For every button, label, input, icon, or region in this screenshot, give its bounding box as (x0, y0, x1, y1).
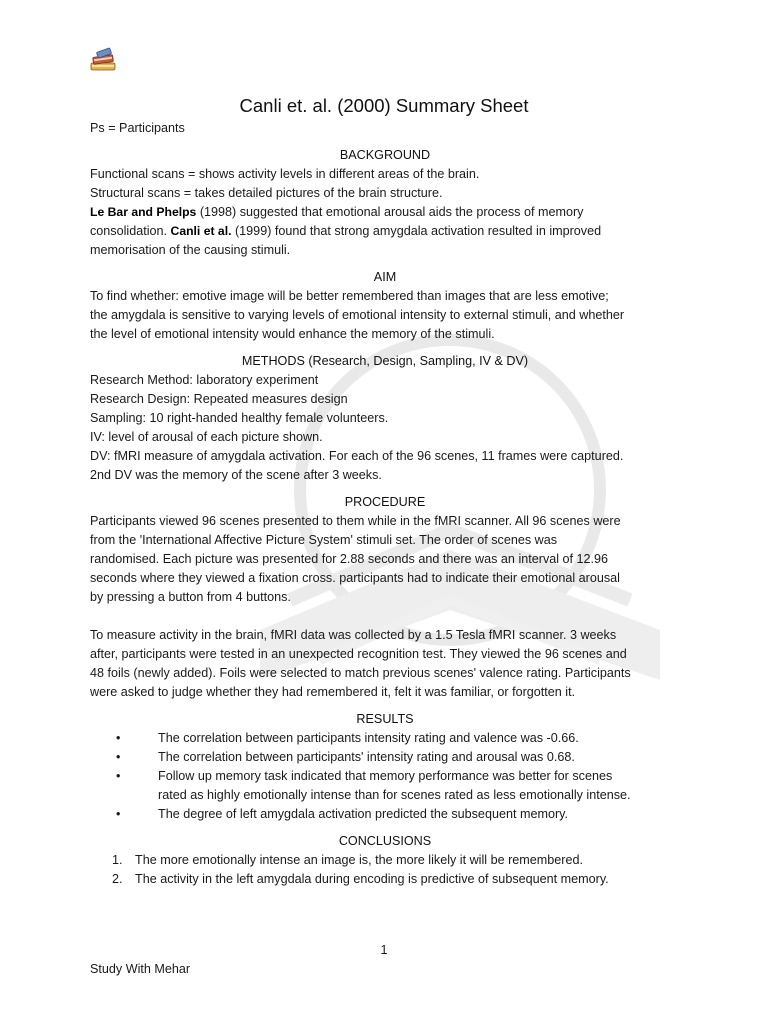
results-item: • The correlation between participants intensity rating and valence was -0.66. (90, 729, 680, 748)
background-line: Le Bar and Phelps (1998) suggested that emotional arousal aids the process of memory (90, 205, 584, 219)
procedure-line: randomised. Each picture was presented for 2.88 seconds and there was an interval of 12.96 (90, 552, 609, 566)
procedure-line: 48 foils (newly added). Foils were selected to match previous scenes' valence rating. Participants (90, 666, 631, 680)
results-list (90, 729, 680, 824)
procedure-line: by pressing a button from 4 buttons. (90, 590, 291, 604)
author-name: Le Bar and Phelps (90, 205, 197, 219)
results-item: • The degree of left amygdala activation predicted the subsequent memory. (90, 805, 680, 824)
author-name: Canli et al. (170, 224, 232, 238)
methods-line: DV: fMRI measure of amygdala activation. For each of the 96 scenes, 11 frames were captured. (90, 449, 624, 463)
conclusions-list (90, 851, 680, 889)
background-line: memorisation of the causing stimuli. (90, 243, 291, 257)
results-heading: RESULTS (356, 712, 414, 726)
background-line: Structural scans = takes detailed pictures of the brain structure. (90, 186, 443, 200)
procedure-line: To measure activity in the brain, fMRI data was collected by a 1.5 Tesla fMRI scanner. 3 weeks (90, 628, 617, 642)
methods-line: Research Method: laboratory experiment (90, 373, 319, 387)
procedure-line: seconds where they viewed a fixation cross. participants had to indicate their emotional arousal (90, 571, 620, 585)
background-line: consolidation. Canli et al. (1999) found that strong amygdala activation resulted in improved (90, 224, 602, 238)
procedure-heading: PROCEDURE (344, 495, 426, 509)
page-number: 1 (380, 943, 388, 957)
procedure-line: after, participants were tested in an unexpected recognition test. They viewed the 96 scenes and (90, 647, 627, 661)
methods-heading: METHODS (Research, Design, Sampling, IV & DV) (241, 354, 529, 368)
aim-line: To find whether: emotive image will be better remembered than images that are less emotive; (90, 289, 609, 303)
conclusions-heading: CONCLUSIONS (338, 834, 432, 848)
aim-line: the level of emotional intensity would enhance the memory of the stimuli. (90, 327, 495, 341)
page-title: Canli et. al. (2000) Summary Sheet (239, 95, 529, 116)
methods-line: Sampling: 10 right-handed healthy female volunteers. (90, 411, 389, 425)
footer-text: Study With Mehar (90, 962, 191, 976)
results-item: • Follow up memory task indicated that memory performance was better for scenes (90, 767, 680, 786)
paragraph-gap (90, 607, 680, 626)
aim-line: the amygdala is sensitive to varying levels of emotional intensity to external stimuli, and whether (90, 308, 625, 322)
procedure-line: from the 'International Affective Picture System' stimuli set. The order of scenes was (90, 533, 558, 547)
conclusions-item: 1. The more emotionally intense an image is, the more likely it will be remembered. (112, 853, 583, 867)
abbreviation-note: Ps = Participants (90, 121, 185, 135)
document-body (90, 119, 680, 889)
books-logo-icon (89, 47, 117, 73)
procedure-line: Participants viewed 96 scenes presented to them while in the fMRI scanner. All 96 scenes were (90, 514, 621, 528)
methods-line: IV: level of arousal of each picture shown. (90, 430, 323, 444)
methods-line: 2nd DV was the memory of the scene after 3 weeks. (90, 468, 382, 482)
background-heading: BACKGROUND (339, 148, 431, 162)
procedure-line: were asked to judge whether they had remembered it, felt it was familiar, or forgotten it. (90, 685, 576, 699)
background-line: Functional scans = shows activity levels in different areas of the brain. (90, 167, 480, 181)
methods-line: Research Design: Repeated measures design (90, 392, 348, 406)
results-item-continuation: rated as highly emotionally intense than for scenes rated as less emotionally intense. (158, 788, 631, 802)
conclusions-item: 2. The activity in the left amygdala during encoding is predictive of subsequent memory. (112, 872, 609, 886)
results-item: • The correlation between participants' intensity rating and arousal was 0.68. (90, 748, 680, 767)
aim-heading: AIM (373, 270, 397, 284)
